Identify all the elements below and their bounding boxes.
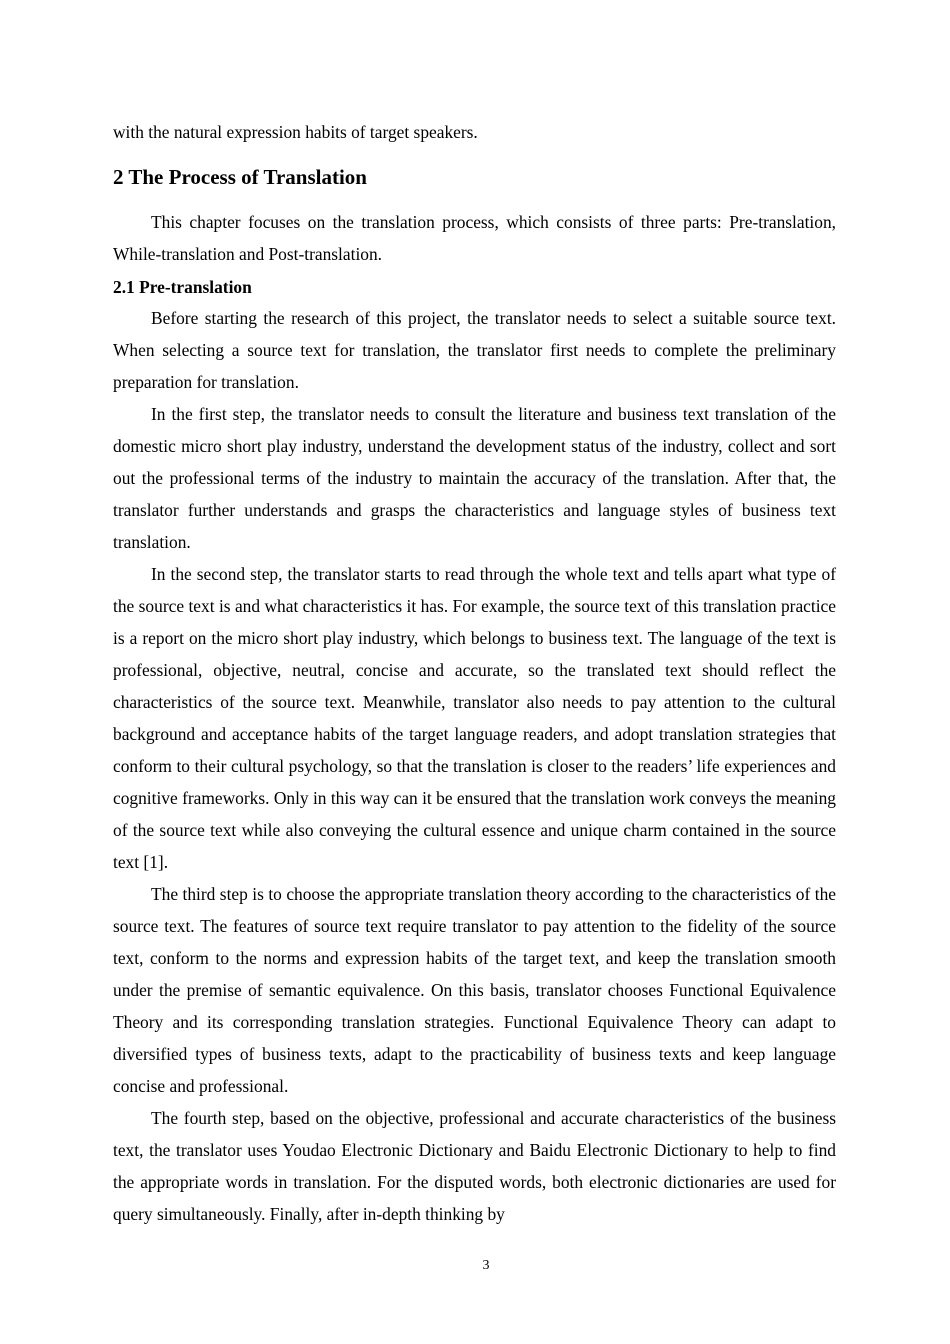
body-paragraph: The fourth step, based on the objective, professional and accurate characteristics of the business text, the translator uses Youdao Electronic Dictionary and Baidu Electronic Dictionary to help to find the appropriate words in translation. For the disputed words, both electronic dictionaries are used for query simultaneously. Finally, after in-depth thinking by xyxy=(113,1108,836,1224)
page-number: 3 xyxy=(482,1258,490,1273)
body-paragraph: The third step is to choose the appropriate translation theory according to the characteristics of the source text. The features of source text require translator to pay attention to the fidelity of the source text, conform to the norms and expression habits of the target text, and keep the translation smooth under the premise of semantic equivalence. On this basis, translator chooses Functional Equivalence Theory and its corresponding translation strategies. Functional Equivalence Theory can adapt to diversified types of business texts, adapt to the practicability of business texts and keep language concise and professional. xyxy=(113,884,836,1096)
continued-paragraph: with the natural expression habits of target speakers. xyxy=(113,122,478,142)
body-paragraph: Before starting the research of this project, the translator needs to select a suitable source text. When selecting a source text for translation, the translator first needs to complete the preliminary preparation for translation. xyxy=(113,308,836,392)
document-page xyxy=(113,116,836,1230)
subsection-heading: 2.1 Pre-translation xyxy=(113,277,252,297)
body-paragraph: In the second step, the translator starts to read through the whole text and tells apart what type of the source text is and what characteristics it has. For example, the source text of this translation practice is a report on the micro short play industry, which belongs to business text. The language of the text is professional, objective, neutral, concise and accurate, so the translated text should reflect the characteristics of the source text. Meanwhile, translator also needs to pay attention to the cultural background and acceptance habits of the target language readers, and adopt translation strategies that conform to their cultural psychology, so that the translation is closer to the readers’ life experiences and cognitive frameworks. Only in this way can it be ensured that the translation work conveys the meaning of the source text while also conveying the cultural essence and unique charm contained in the source text [1]. xyxy=(113,564,836,872)
section-heading: 2 The Process of Translation xyxy=(113,165,367,189)
body-paragraph: In the first step, the translator needs to consult the literature and business text translation of the domestic micro short play industry, understand the development status of the industry, collect and sort out the professional terms of the industry to maintain the accuracy of the translation. After that, the translator further understands and grasps the characteristics and language styles of business text translation. xyxy=(113,404,836,552)
section-intro-paragraph: This chapter focuses on the translation process, which consists of three parts: Pre-translation, While-translation and Post-translation. xyxy=(113,212,836,264)
